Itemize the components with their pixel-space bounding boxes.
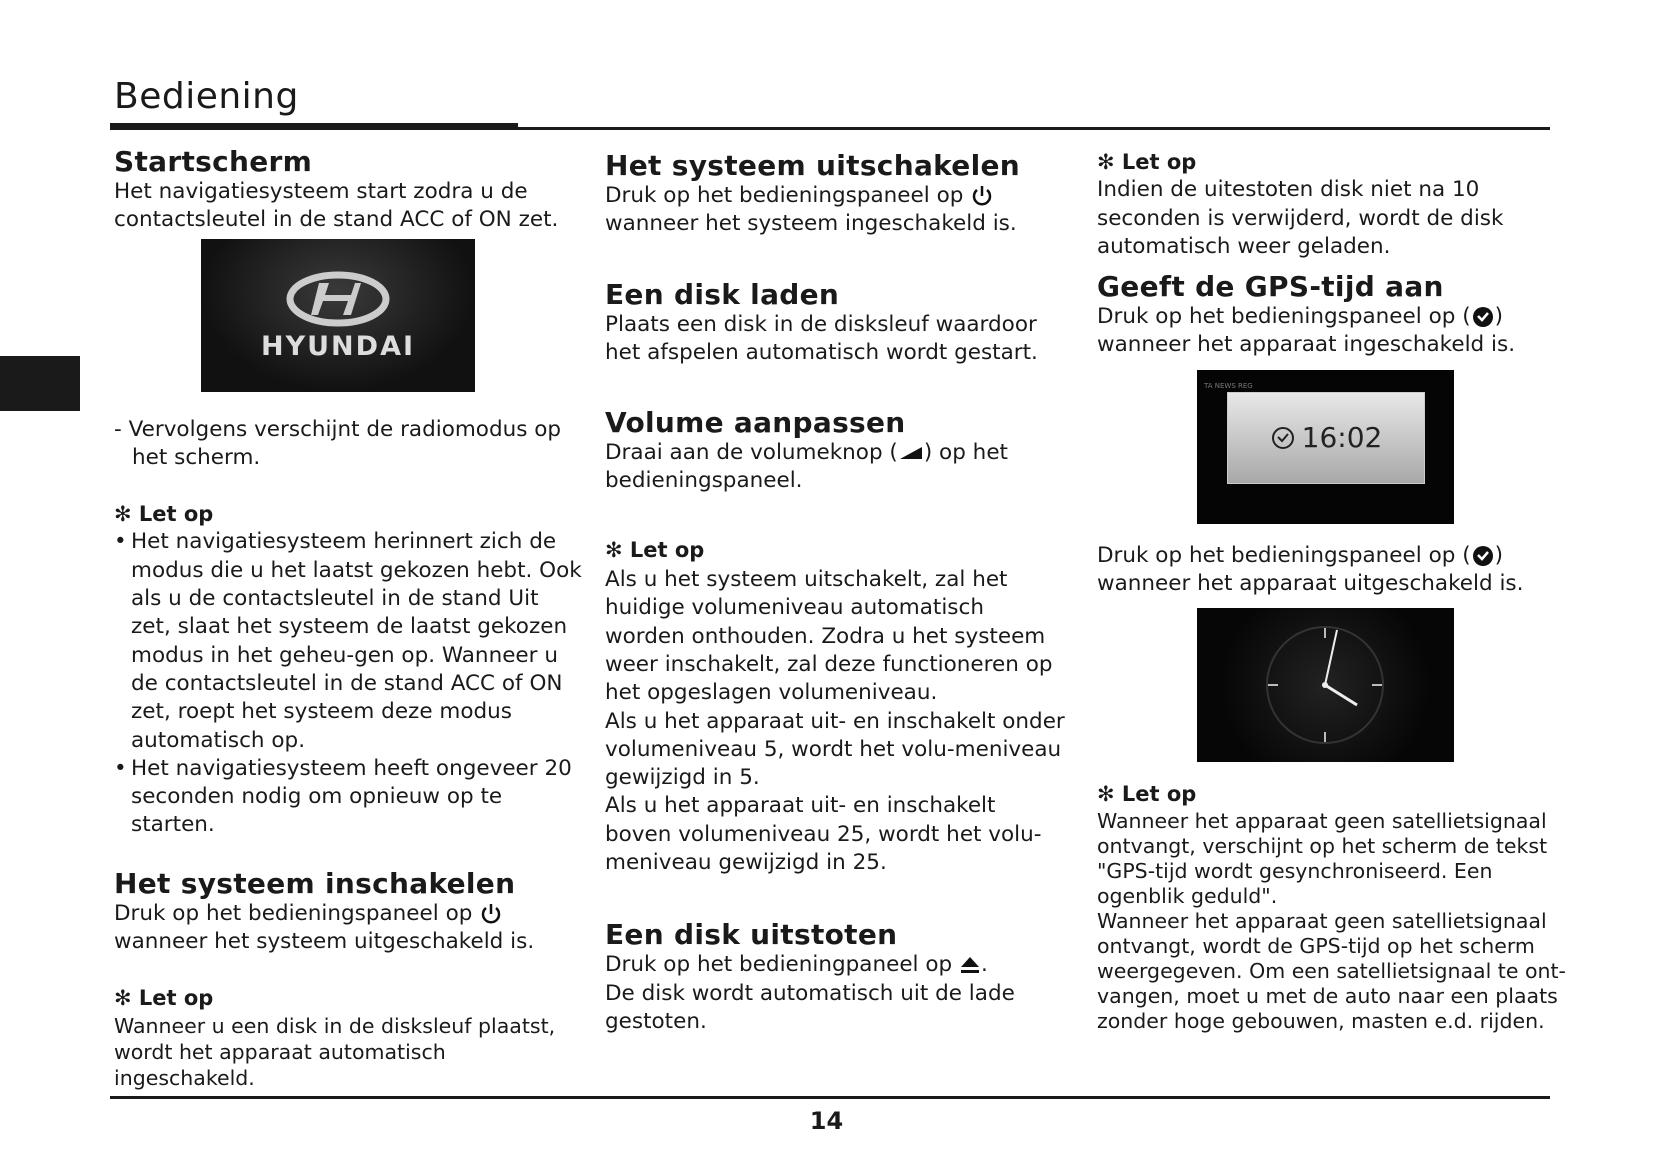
eject-icon [959,955,981,975]
gps-time-screen-image [1197,370,1454,524]
chapter-tab [0,356,80,411]
text-disk-laden: Plaats een disk in de disksleuf waardoor het afspelen automatisch wordt gestart. [605,311,1038,365]
heading-gps: Geeft de GPS-tijd aan [1097,270,1444,304]
power-icon [970,184,994,208]
note-text: Als u het apparaat uit- en inschakelt onder volumeniveau 5, wordt het volu-meniveau gewijzigd in 5. [605,708,1065,791]
clock-icon [1270,425,1296,451]
list-item: • Het navigatiesysteem heeft ongeveer 20 seconden nodig om opnieuw op te starten. [114,755,584,840]
note-text: Wanneer het apparaat geen satellietsignaal ontvangt, wordt de GPS-tijd op het scherm weergegeven. Om een satellietsignaal te ont-vangen, moet u met de auto naar een plaats zonder hoge gebouwen, masten e.d. rijden. [1097,908,1566,1033]
header-rule [110,127,1550,130]
note-text: Wanneer het apparaat geen satellietsignaal ontvangt, verschijnt op het scherm de tekst "GPS-tijd wordt gesynchroniseerd. Een ogenblik geduld". [1097,808,1548,908]
analog-clock-icon [1197,608,1454,762]
time-panel [1227,392,1425,484]
text-radiomodus: - Vervolgens verschijnt de radiomodus op het scherm. [114,416,562,470]
page-title: Bediening [114,76,299,117]
text-inschakelen: Druk op het bedieningspaneel op wanneer het systeem uitgeschakeld is. [114,900,535,955]
note-heading: ✻ Let op [1097,150,1197,174]
note-heading: ✻ Let op [605,537,705,562]
power-icon [479,902,503,926]
text-uitschakelen: Druk op het bedieningspaneel op wanneer het systeem ingeschakeld is. [605,183,1017,237]
screen-tabs: TA NEWS REG [1204,381,1253,390]
heading-disk-laden: Een disk laden [605,277,840,311]
analog-clock-image [1197,608,1454,762]
hyundai-logo-icon [201,239,475,339]
page-number: 14 [809,1107,844,1135]
note-heading: ✻ Let op [114,986,214,1011]
hyundai-startscreen-image [201,239,475,392]
volume-icon [898,445,924,461]
heading-inschakelen: Het systeem inschakelen [114,866,516,900]
note-heading: ✻ Let op [114,502,214,527]
clock-button-icon [1471,544,1495,568]
text-volume: Draai aan de volumeknop ( ) op het bedieningspaneel. [605,440,1008,494]
screen-time: 16:02 [1301,420,1383,454]
column-3 [1097,148,1577,1034]
clock-button-icon [1471,305,1495,329]
text-startscherm: Het navigatiesysteem start zodra u de contactsleutel in de stand ACC of ON zet. [114,179,559,233]
logo-wordmark: HYUNDAI [260,330,416,362]
note-text: Indien de uitestoten disk niet na 10 seconden is verwijderd, wordt de disk automatisch weer geladen. [1097,177,1504,259]
column-2 [605,150,1065,1036]
heading-disk-uitstoten: Een disk uitstoten [605,918,898,952]
note-heading: ✻ Let op [1097,782,1197,807]
text-gps-on: Druk op het bedieningspaneel op ( ) wanneer het apparaat ingeschakeld is. [1097,304,1516,358]
heading-volume: Volume aanpassen [605,406,906,440]
text-gps-off: Druk op het bedieningspaneel op ( ) wanneer het apparaat uitgeschakeld is. [1097,542,1524,597]
text-uitstoten: Druk op het bedieningpaneel op . De disk wordt automatisch uit de lade gestoten. [605,952,1015,1034]
note-text: Als u het systeem uitschakelt, zal het huidige volumeniveau automatisch worden onthouden. Zodra u het systeem weer inschakelt, zal deze functioneren op het opgeslagen volumeniveau. [605,567,1053,706]
note-list [114,528,584,839]
footer-rule [110,1096,1550,1099]
heading-startscherm: Startscherm [114,145,313,178]
list-item: • Het navigatiesysteem herinnert zich de modus die u het laatst gekozen hebt. Ook als u de contactsleutel in de stand Uit zet, slaat het systeem de laatst gekozen modus in het geheu-gen op. Wanneer u de contactsleutel in de stand ACC of ON zet, roept het systeem deze modus automatisch op. [114,528,584,754]
note-text: Als u het apparaat uit- en inschakelt boven volumeniveau 25, wordt het volu-meniveau gewijzigd in 25. [605,793,1042,876]
heading-uitschakelen: Het systeem uitschakelen [605,149,1021,182]
column-1 [114,146,584,1091]
note-text: Wanneer u een disk in de disksleuf plaatst, wordt het apparaat automatisch ingeschakeld. [114,1013,556,1090]
